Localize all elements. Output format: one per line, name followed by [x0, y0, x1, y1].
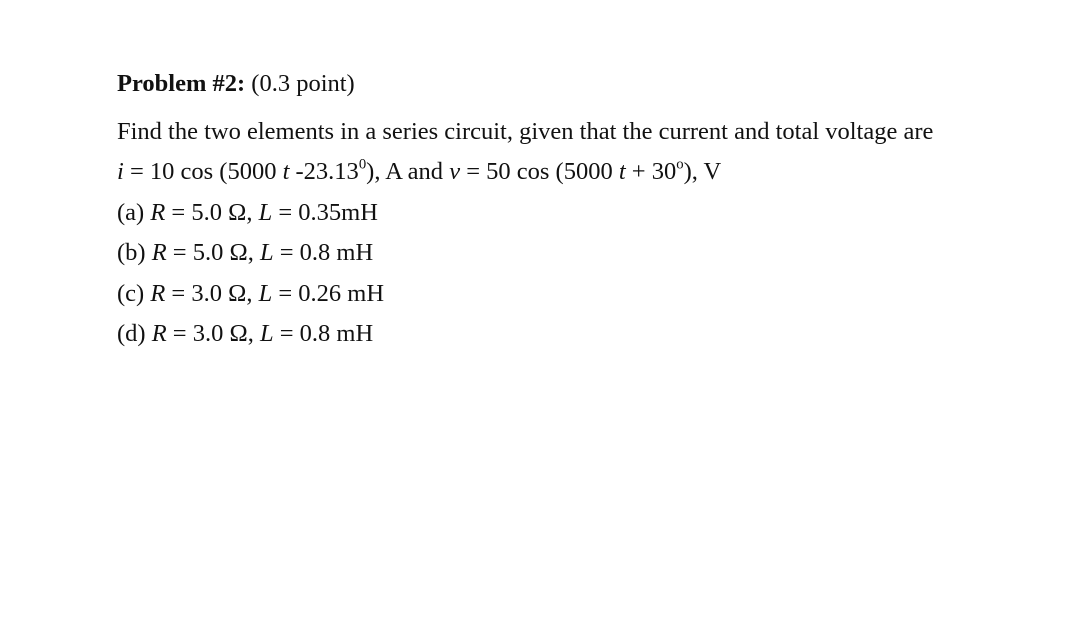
inductance-value: = 0.8 mH — [273, 320, 374, 347]
option-a — [117, 193, 1057, 234]
current-expression-a: = 10 cos (5000 — [123, 158, 283, 185]
time-variable: t — [618, 158, 626, 185]
degree-superscript: 0 — [358, 156, 367, 173]
option-b — [117, 233, 1057, 274]
option-c — [117, 274, 1057, 315]
problem-label: Problem #2: — [117, 70, 246, 97]
voltage-expression-b: + 30 — [625, 158, 677, 185]
resistance-variable: R — [151, 239, 167, 266]
problem-heading — [117, 64, 1057, 105]
inductance-variable: L — [258, 279, 273, 307]
time-variable: t — [282, 158, 290, 185]
resistance-value: = 3.0 Ω, — [165, 279, 259, 307]
voltage-expression-a: = 50 cos (5000 — [460, 158, 619, 185]
problem-document — [117, 64, 1057, 355]
option-prefix: (b) — [117, 239, 152, 266]
inductance-value: = 0.35mH — [272, 198, 378, 226]
inductance-variable: L — [258, 198, 273, 226]
degree-superscript: o — [676, 156, 684, 173]
option-prefix: (a) — [117, 198, 151, 226]
question-line-2 — [117, 152, 1057, 193]
inductance-value: = 0.26 mH — [272, 279, 385, 307]
connector-text: ), A and — [366, 158, 450, 185]
option-prefix: (c) — [117, 279, 151, 307]
current-expression-b: -23.13 — [289, 158, 359, 185]
inductance-variable: L — [259, 239, 274, 266]
question-line-1: Find the two elements in a series circuit, given that the current and total voltage are — [117, 117, 934, 145]
voltage-expression-end: ), V — [683, 158, 722, 185]
option-d — [117, 314, 1057, 355]
resistance-variable: R — [150, 279, 166, 307]
inductance-variable: L — [259, 320, 274, 347]
resistance-value: = 5.0 Ω, — [165, 198, 259, 226]
voltage-variable: v — [449, 158, 461, 185]
problem-points: (0.3 point) — [251, 70, 355, 97]
resistance-variable: R — [151, 320, 167, 347]
resistance-value: = 3.0 Ω, — [166, 320, 260, 347]
current-variable: i — [117, 158, 124, 185]
inductance-value: = 0.8 mH — [273, 239, 374, 266]
resistance-variable: R — [150, 198, 166, 226]
resistance-value: = 5.0 Ω, — [166, 239, 260, 266]
option-prefix: (d) — [117, 320, 152, 347]
